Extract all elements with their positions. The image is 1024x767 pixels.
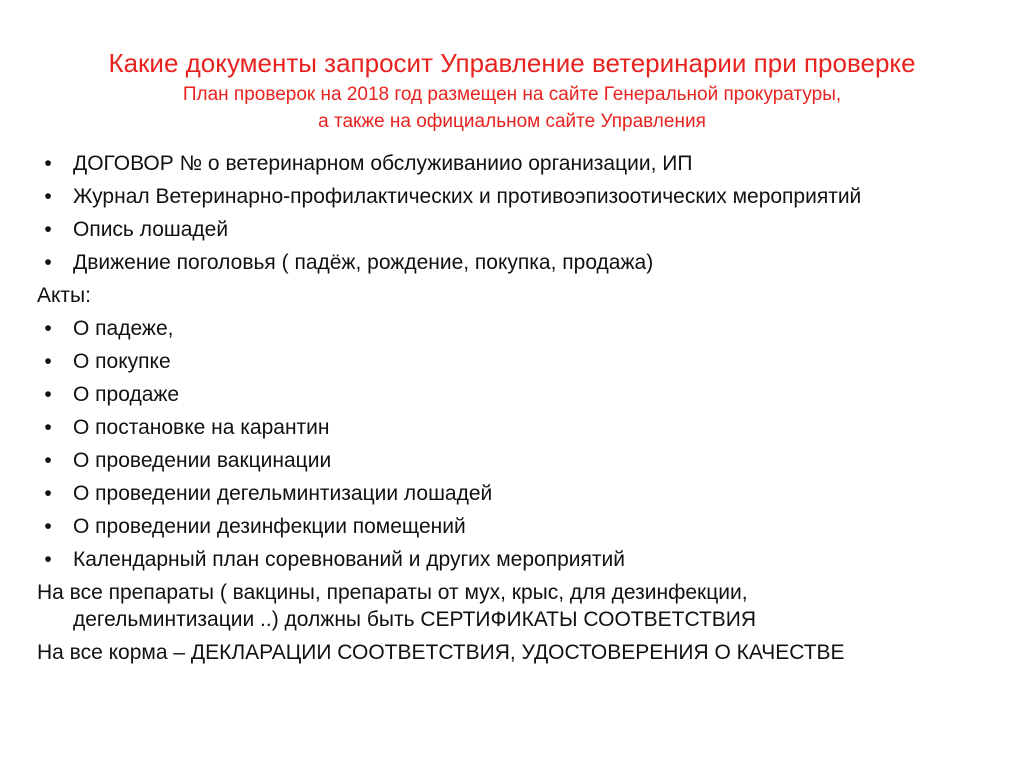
feed-note-text: На все корма – ДЕКЛАРАЦИИ СООТВЕТСТВИЯ, УДОСТОВЕРЕНИЯ О КАЧЕСТВЕ [37,641,845,664]
act-item-text: Календарный план соревнований и других мероприятий [73,548,625,571]
acts-heading: Акты: [37,284,91,307]
bullet-icon: • [44,350,52,373]
act-item [37,414,997,441]
list-item [37,183,997,210]
act-item [37,546,997,573]
bullet-icon: • [44,482,52,505]
act-item-text: О проведении вакцинации [73,449,332,472]
bullet-icon: • [44,449,52,472]
list-item-text: Опись лошадей [73,218,229,241]
document-list [37,150,997,666]
list-item [37,216,997,243]
act-item [37,315,997,342]
bullet-icon: • [44,152,52,175]
subtitle-line-2: а также на официальном сайте Управления [318,111,706,132]
list-item-text: Журнал Ветеринарно-профилактических и противоэпизоотических мероприятий [73,185,862,208]
list-item [37,249,997,276]
bullet-icon: • [44,185,52,208]
bullet-icon: • [44,218,52,241]
bullet-icon: • [44,548,52,571]
title-block [0,47,1024,135]
bullet-icon: • [44,515,52,538]
act-item-text: О падеже, [73,317,174,340]
act-item-text: О проведении дегельминтизации лошадей [73,482,493,505]
list-item-text: Движение поголовья ( падёж, рождение, покупка, продажа) [73,251,654,274]
act-item [37,480,997,507]
list-item-text: ДОГОВОР № о ветеринарном обслуживаниио организации, ИП [73,152,693,175]
act-item-text: О продаже [73,383,180,406]
bullet-icon: • [44,383,52,406]
act-item [37,348,997,375]
act-item [37,447,997,474]
preparations-line-2: дегельминтизации ..) должны быть СЕРТИФИКАТЫ СООТВЕТСТВИЯ [73,608,757,631]
slide-subtitle [0,81,1024,135]
subtitle-line-1: План проверок на 2018 год размещен на сайте Генеральной прокуратуры, [182,84,842,105]
slide-content [37,150,997,672]
act-item [37,381,997,408]
list-item [37,150,997,177]
preparations-line-1: На все препараты ( вакцины, препараты от мух, крыс, для дезинфекции, [37,581,748,604]
bullet-icon: • [44,317,52,340]
act-item-text: О постановке на карантин [73,416,330,439]
act-item-text: О покупке [73,350,171,373]
bullet-icon: • [44,416,52,439]
feed-note [37,639,997,666]
bullet-icon: • [44,251,52,274]
act-item-text: О проведении дезинфекции помещений [73,515,466,538]
slide-title: Какие документы запросит Управление ветеринарии при проверке [108,48,916,78]
preparations-note [37,579,997,633]
act-item [37,513,997,540]
